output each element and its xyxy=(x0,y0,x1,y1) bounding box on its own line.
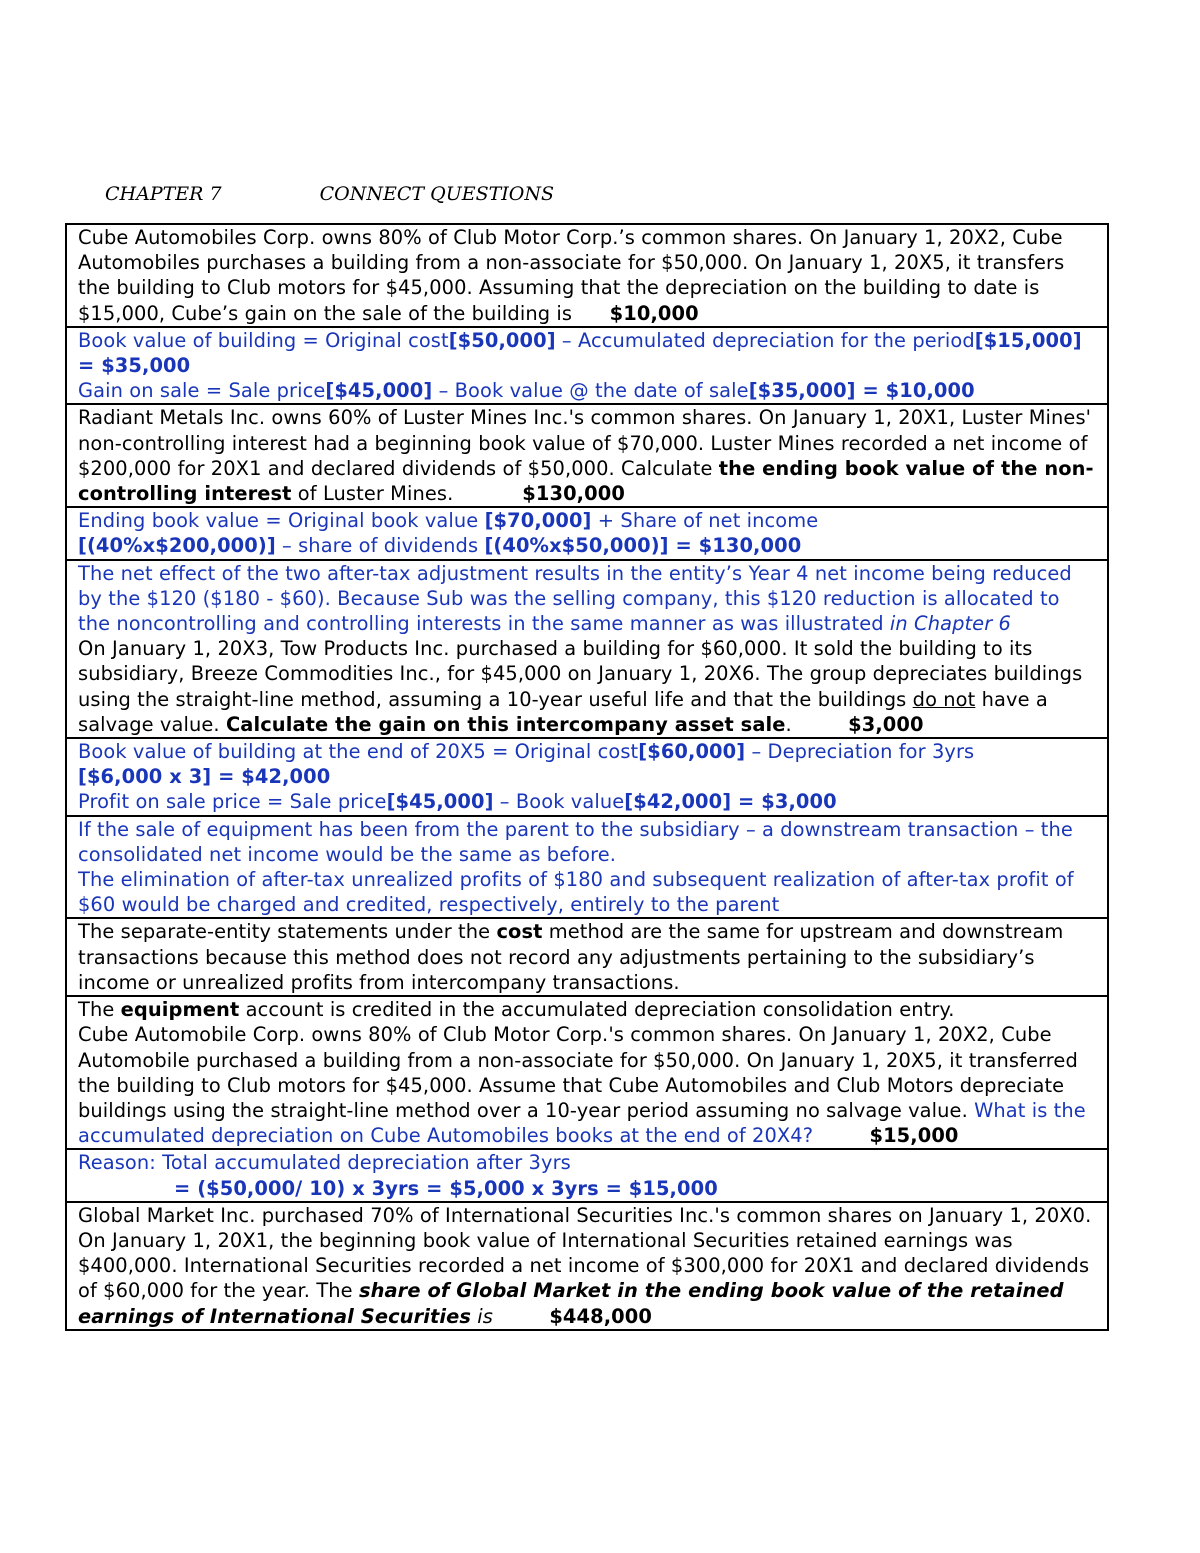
answer-3 xyxy=(67,559,1107,637)
question-2 xyxy=(67,403,1107,506)
answer-value: [$6,000 x 3] = $42,000 xyxy=(78,765,331,789)
question-emphasis: equipment xyxy=(120,998,240,1022)
answer-text: – Book value xyxy=(493,790,625,814)
question-text: The xyxy=(78,998,121,1022)
answer-value: [$60,000] xyxy=(638,740,746,764)
answer-text: Book value of building = Original cost xyxy=(78,328,449,352)
question-text: Cube Automobiles Corp. owns 80% of Club Motor Corp.’s common shares. On January 1, 20X2, Cube Automobiles purchases a building from a non-associate for $50,000. On January 1, 20X5, it transfers the building to Club motors for $45,000. Assuming that the depreciation on the building to date is $15,000, Cube’s gain on the sale of the building is xyxy=(78,226,1065,325)
question-emphasis: Calculate the gain on this intercompany asset sale xyxy=(225,712,786,736)
answer-value: [$35,000] = $10,000 xyxy=(748,379,975,403)
answer-6 xyxy=(67,1148,1107,1200)
answer-value: $3,000 xyxy=(848,712,924,736)
question-text: is xyxy=(470,1304,493,1328)
answer-2 xyxy=(67,506,1107,558)
answer-line xyxy=(78,328,1097,378)
answer-text: Ending book value = Original book value xyxy=(78,509,485,533)
answer-text: Profit on sale price = Sale price xyxy=(78,790,387,814)
answer-text: – Depreciation for 3yrs xyxy=(745,740,975,764)
answer-value xyxy=(78,1176,1097,1201)
chapter-label: CHAPTER 7 xyxy=(105,183,222,205)
answer-value: [$42,000] = $3,000 xyxy=(624,790,837,814)
answer-formula: = ($50,000/ 10) x 3yrs = $5,000 x 3yrs = $15,000 xyxy=(174,1176,718,1200)
answer-value: $448,000 xyxy=(549,1304,652,1328)
answer-text: – share of dividends xyxy=(275,534,485,558)
question-text: account is credited in the accumulated depreciation consolidation entry. xyxy=(239,998,955,1022)
answer-paragraph: The elimination of after-tax unrealized profits of $180 and subsequent realization of after-tax profit of $60 would be charged and credited, respectively, entirely to the parent xyxy=(78,868,1074,917)
question-text: Radiant Metals Inc. owns 60% of Luster Mines Inc.'s common shares. On January 1, 20X1, Luster Mines' non-controlling interest had a beginning book value of $70,000. Luster Mines recorded a net income of $200,000 for 20X1 and declared dividends of $50,000. Calculate xyxy=(78,406,1092,480)
answer-value: $130,000 xyxy=(522,482,625,506)
question-3 xyxy=(67,636,1107,737)
answer-value: [$45,000] xyxy=(325,379,433,403)
question-text: of Luster Mines. xyxy=(291,482,454,506)
answer-text: Reason: Total accumulated depreciation after 3yrs xyxy=(78,1151,571,1175)
question-text: On January 1, 20X3, Tow Products Inc. purchased a building for $60,000. It sold the building to its subsidiary, Breeze Commodities Inc., for $45,000 on January 1, 20X6. The group depreciates buildings using the straight-line method, assuming a 10-year useful life and that the buildings xyxy=(78,637,1083,711)
answer-value: [$70,000] xyxy=(484,509,592,533)
question-emphasis: the ending book value of the non-controlling interest xyxy=(78,456,1094,506)
question-emphasis: cost xyxy=(496,920,543,944)
question-text: have a salvage value. xyxy=(78,687,1048,736)
question-4 xyxy=(67,917,1107,995)
answer-text: + Share of net income xyxy=(591,509,819,533)
question-6 xyxy=(67,1201,1107,1329)
answer-line xyxy=(78,789,1097,814)
question-text: The separate-entity statements under the xyxy=(78,920,497,944)
answer-1 xyxy=(67,326,1107,404)
questions-table xyxy=(65,223,1109,1331)
page-title: CONNECT QUESTIONS xyxy=(319,183,554,205)
answer-text: – Book value @ the date of sale xyxy=(432,379,749,403)
answer-value: $15,000 xyxy=(869,1124,959,1148)
answer-value: [$45,000] xyxy=(386,790,494,814)
question-5 xyxy=(67,995,1107,1148)
question-text: Cube Automobile Corp. owns 80% of Club Motor Corp.'s common shares. On January 1, 20X2, Cube Automobile purchased a building from a non-associate for $50,000. On January 1, 20X5, it transferred the building to Club motors for $45,000. Assume that Cube Automobiles and Club Motors depreciate buildings using the straight-line method over a 10-year period assuming no salvage value. xyxy=(78,1023,1078,1122)
underlined-text: do not xyxy=(912,687,976,711)
chapter-reference: in Chapter 6 xyxy=(889,612,1011,636)
answer-text: Book value of building at the end of 20X5 = Original cost xyxy=(78,740,639,764)
answer-value: [$50,000] xyxy=(448,328,556,352)
answer-value: $10,000 xyxy=(609,301,699,325)
page-heading xyxy=(105,183,554,205)
answer-text: – Accumulated depreciation for the period xyxy=(555,328,975,352)
question-emphasis: share of Global Market in the ending book value of the retained earnings of International Securities xyxy=(78,1279,1064,1328)
answer-paragraph: If the sale of equipment has been from the parent to the subsidiary – a downstream transaction – the consolidated net income would be the same as before. xyxy=(78,817,1073,866)
question-highlight: What is the accumulated depreciation on Cube Automobiles books at the end of 20X4? xyxy=(78,1098,1086,1148)
answer-value: [(40%x$200,000)] xyxy=(78,534,276,558)
answer-value: [(40%x$50,000)] = $130,000 xyxy=(484,534,802,558)
question-text: method are the same for upstream and downstream transactions because this method does not record any adjustments pertaining to the subsidiary’s income or unrealized profits from intercompany transactions. xyxy=(78,920,1064,994)
answer-line xyxy=(78,378,1097,403)
answer-4 xyxy=(67,737,1107,815)
question-text: . xyxy=(785,712,792,736)
statement-line xyxy=(78,997,1097,1022)
answer-text: Gain on sale = Sale price xyxy=(78,379,326,403)
answer-value: [$15,000] = $35,000 xyxy=(78,328,1082,378)
answer-5 xyxy=(67,815,1107,918)
answer-text: The net effect of the two after-tax adjustment results in the entity’s Year 4 net income being reduced by the $120 ($180 - $60). Because Sub was the selling company, this $120 reduction is allocated to the noncontrolling and controlling interests in the same manner as was illustrated xyxy=(78,561,1072,636)
question-1 xyxy=(67,225,1107,326)
question-text: Global Market Inc. purchased 70% of International Securities Inc.'s common shares on January 1, 20X0. On January 1, 20X1, the beginning book value of International Securities retained earnings was $400,000. International Securities recorded a net income of $300,000 for 20X1 and declared dividends of $60,000 for the year. The xyxy=(78,1203,1092,1303)
answer-line xyxy=(78,739,1097,789)
